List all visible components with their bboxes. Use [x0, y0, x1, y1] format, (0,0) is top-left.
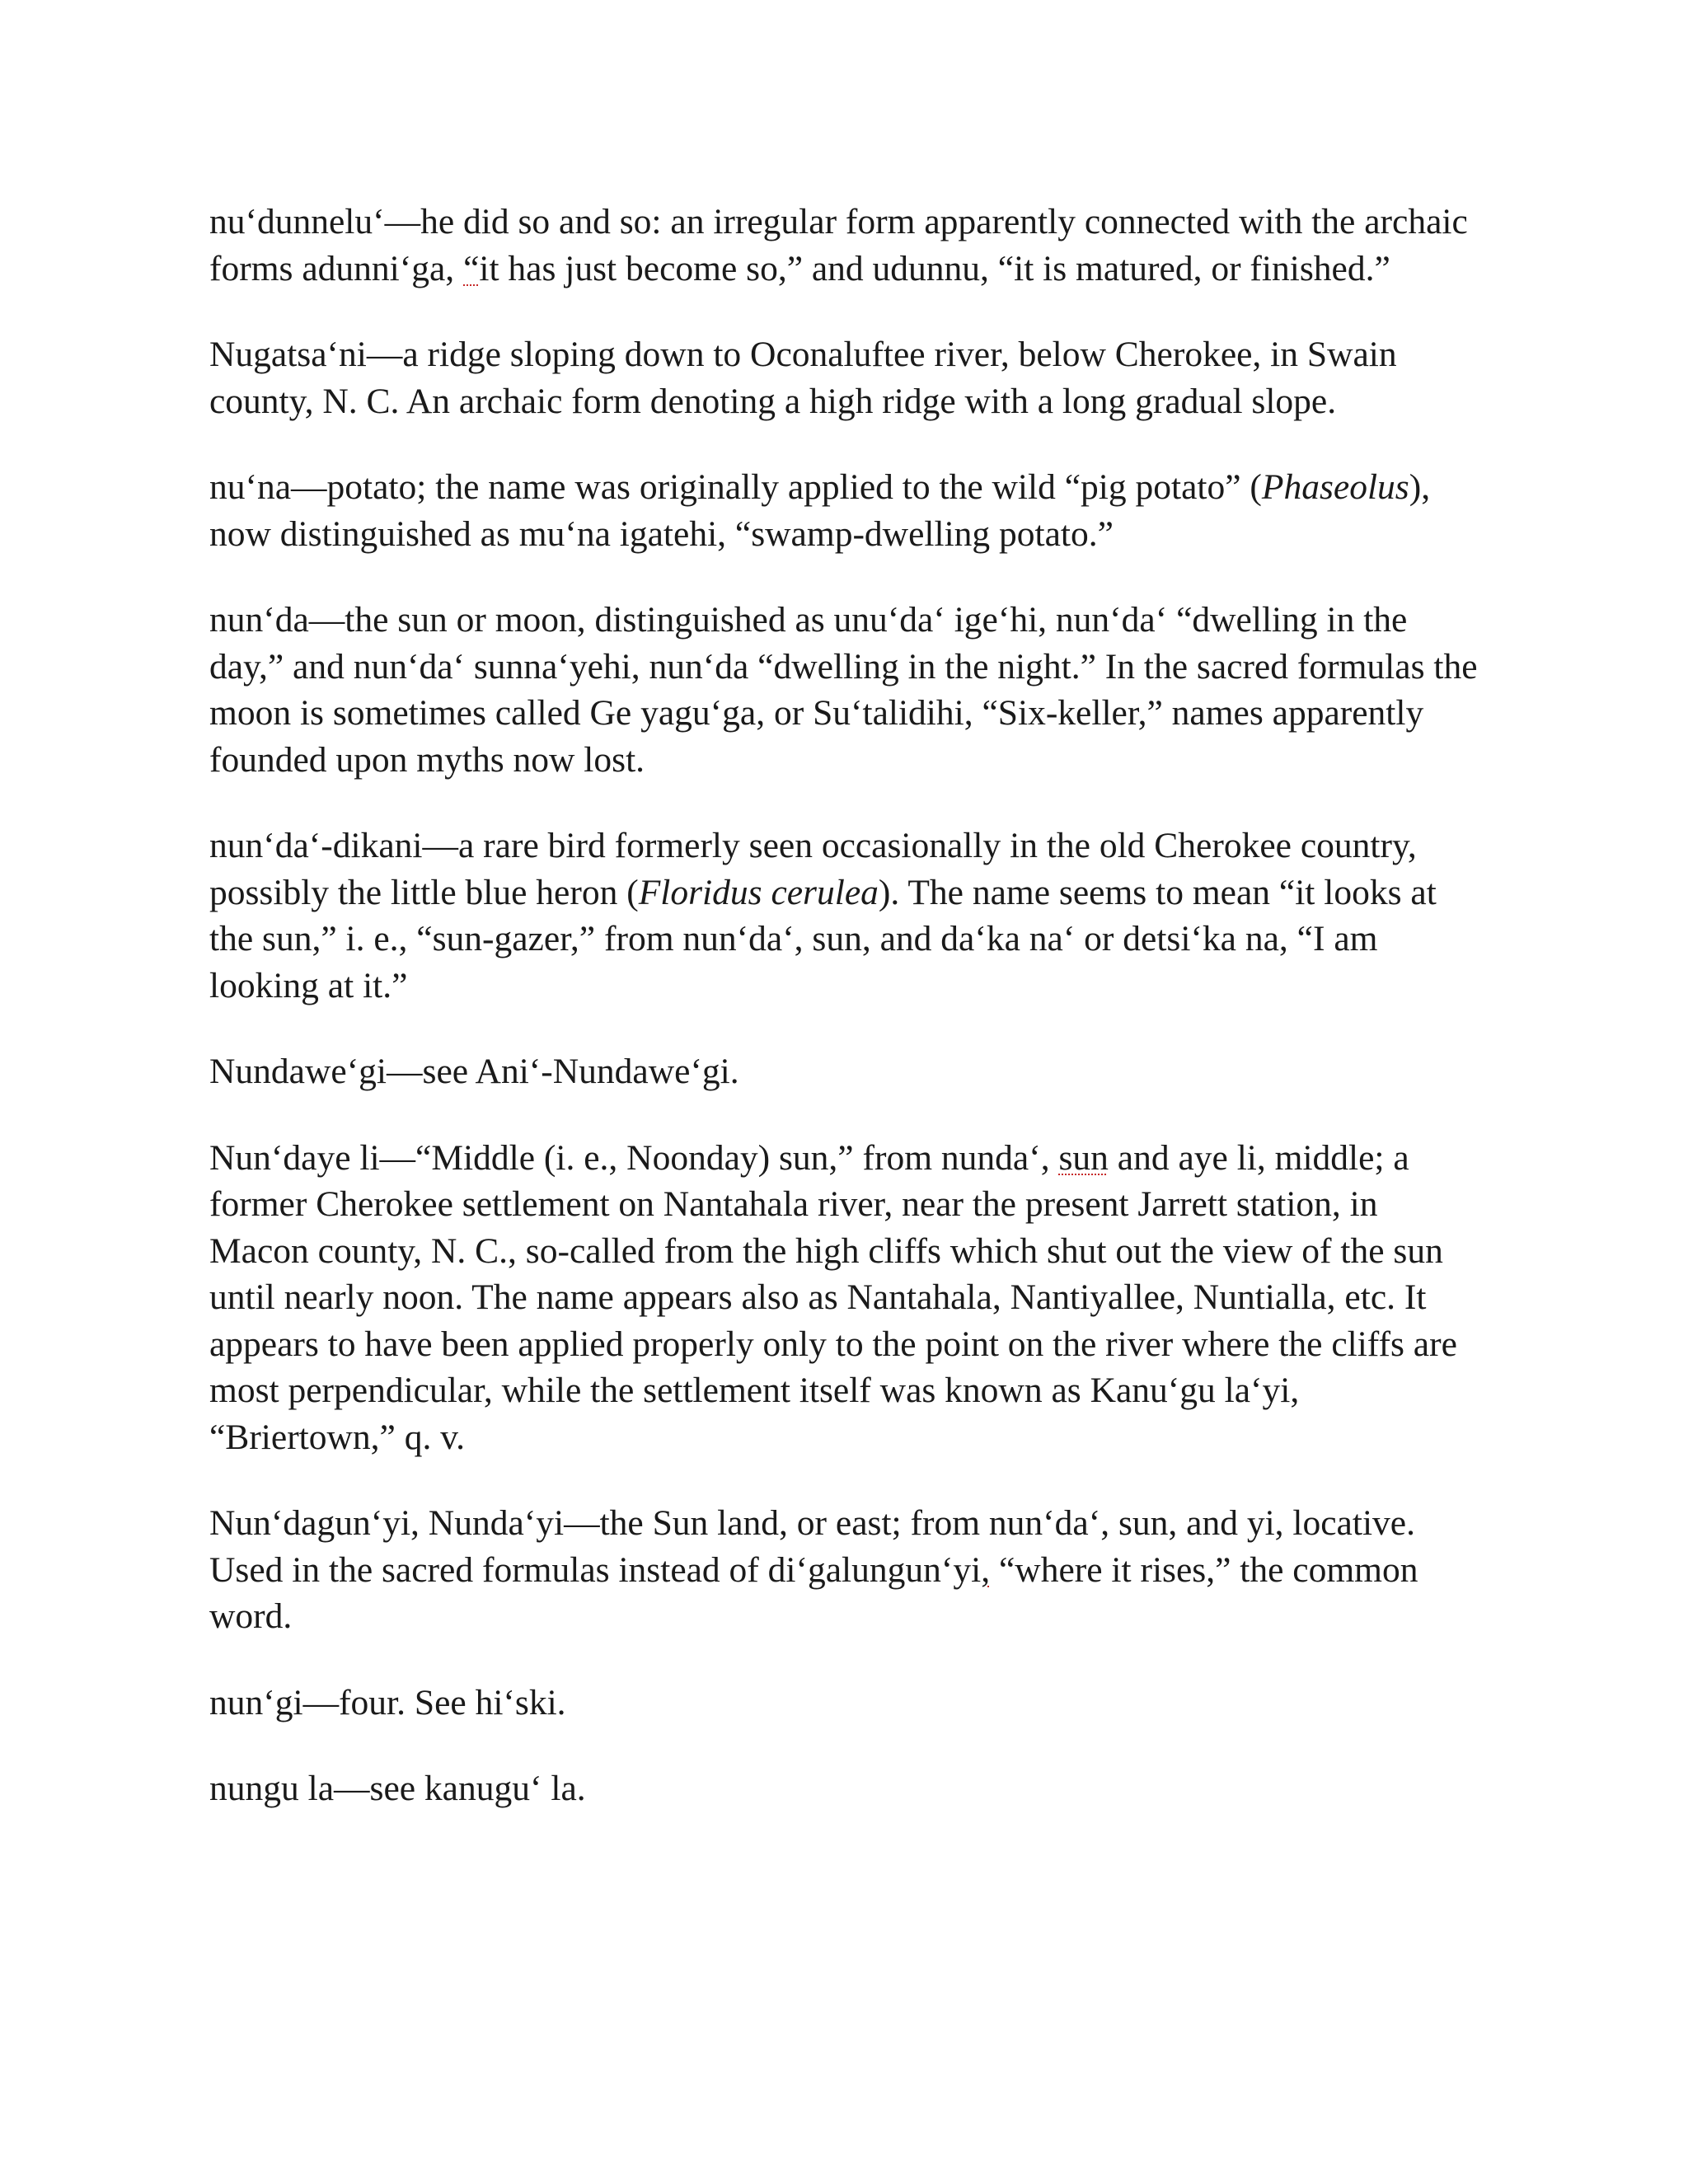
- glossary-body: [209, 199, 1479, 1852]
- entry-text: Nun‘daye li—“Middle (i. e., Noonday) sun,” from nunda‘,: [209, 1137, 1059, 1178]
- spellcheck-flagged-text[interactable]: “: [463, 248, 480, 288]
- spellcheck-flagged-text[interactable]: ,: [981, 1549, 991, 1590]
- entry-italic-text: Floridus cerulea: [638, 872, 879, 912]
- entry-text: it has just become so,” and udunnu, “it is matured, or finished.”: [479, 248, 1390, 288]
- entry-nundawegi: [209, 1048, 1479, 1095]
- entry-nudunnelu: [209, 199, 1479, 292]
- entry-nunda: [209, 597, 1479, 783]
- entry-nunda-dikani: [209, 823, 1479, 1009]
- entry-nundayeli: [209, 1135, 1479, 1461]
- entry-text: nu‘na—potato; the name was originally applied to the wild “pig potato” (: [209, 467, 1262, 507]
- entry-text: nun‘da‘-dikani—a rare bird formerly seen occasionally in the old Cherokee country, possibly the little blue heron (: [209, 826, 1417, 912]
- entry-text: Nundawe‘gi—see Ani‘-Nundawe‘gi.: [209, 1052, 739, 1091]
- entry-text: ), now distinguished as mu‘na igatehi, “swamp-dwelling potato.”: [209, 467, 1431, 554]
- entry-nuna: [209, 464, 1479, 557]
- entry-text: Nugatsa‘ni—a ridge sloping down to Oconaluftee river, below Cherokee, in Swain county, N. C. An archaic form denoting a high ridge with a long gradual slope.: [209, 335, 1397, 421]
- entry-text: nun‘gi—four. See hi‘ski.: [209, 1682, 566, 1722]
- entry-nungula: [209, 1765, 1479, 1812]
- spellcheck-flagged-text[interactable]: sun: [1058, 1137, 1109, 1178]
- entry-text: nun‘da—the sun or moon, distinguished as unu‘da‘ ige‘hi, nun‘da‘ “dwelling in the day,” and nun‘da‘ sunna‘yehi, nun‘da “dwelling in the night.” In the sacred formulas the moon is sometimes called Ge yagu‘ga, or Su‘talidihi, “Six-keller,” names apparently founded upon myths now lost.: [209, 600, 1478, 780]
- entry-text: and aye li, middle; a former Cherokee settlement on Nantahala river, near the present Jarrett station, in Macon county, N. C., so-called from the high cliffs which shut out the view of the sun until nearly noon. The name appears also as Nantahala, Nantiyallee, Nuntialla, etc. It appears to have been applied properly only to the point on the river where the cliffs are most perpendicular, while the settlement itself was known as Kanu‘gu la‘yi, “Briertown,” q. v.: [209, 1137, 1457, 1457]
- entry-nungi: [209, 1680, 1479, 1727]
- entry-nundagunyi: [209, 1500, 1479, 1640]
- entry-text: Nun‘dagun‘yi, Nunda‘yi—the Sun land, or east; from nun‘da‘, sun, and yi, locative. Used in the sacred formulas instead of di‘galungun‘yi: [209, 1503, 1415, 1590]
- entry-italic-text: Phaseolus: [1261, 467, 1409, 507]
- entry-text: nungu la—see kanugu‘ la.: [209, 1769, 586, 1808]
- entry-nugatsani: [209, 331, 1479, 424]
- entry-text: ). The name seems to mean “it looks at the sun,” i. e., “sun-gazer,” from nun‘da‘, sun, and da‘ka na‘ or detsi‘ka na, “I am looking at it.”: [209, 872, 1437, 1005]
- entry-text: “where it rises,” the common word.: [209, 1549, 1418, 1636]
- entry-text: nu‘dunnelu‘—he did so and so: an irregular form apparently connected with the archaic forms adunni‘ga,: [209, 202, 1468, 288]
